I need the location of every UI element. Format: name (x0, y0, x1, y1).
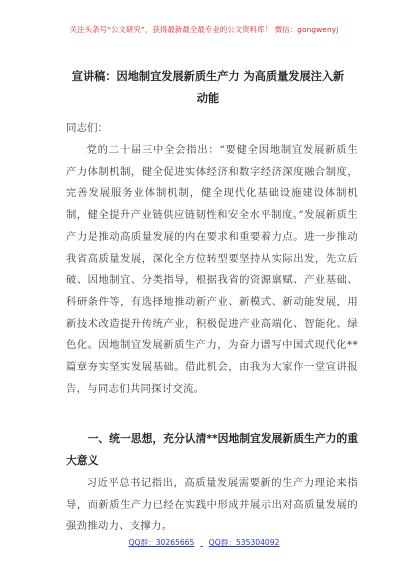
body-paragraph: 党的二十届三中全会指出：“要健全因地制宜发展新质生产力体制机制，健全促进实体经济和数字经济深度融合制度，完善发展服务业体制机制，健全现代化基础设施建设体制机制，健全提升产业链供应链韧性和安全水平制度。”发展新质生产力是推动高质量发展的内在要求和重要着力点。进一步推动我省高质量发展，深化全方位转型要坚持从实际出发，先立后破、因地制宜、分类指导，根据我省的资源禀赋、产业基础、科研条件等，有选择地推动新产业、新模式、新动能发展，用新技术改造提升传统产业，积极促进产业高端化、智能化、绿色化。因地制宜发展新质生产力，为奋力谱写中国式现代化**篇章夯实坚实发展基础。借此机会，由我为大家作一堂宣讲报告，与同志们共同探讨交流。 (66, 144, 358, 395)
qq-group-1: QQ群：30265665 (128, 538, 195, 547)
top-banner: 关注头条号“公文研究”，获得最新最全最专业的公文资料库！ 微信：gongwenyj (69, 25, 339, 34)
salutation: 同志们： (66, 122, 108, 134)
qq-group-2: QQ群：535304092 (208, 538, 280, 547)
bottom-banner (0, 537, 408, 548)
section-heading: 一、统一思想，充分认清**因地制宜发展新质生产力的重大意义 (66, 432, 359, 467)
body-paragraph: 习近平总书记指出，高质量发展需要新的生产力理论来指导，而新质生产力已经在实践中形成并展示出对高质量发展的强劲推动力、支撑力。 (66, 477, 358, 533)
document-title: 宣讲稿：因地制宜发展新质生产力 为高质量发展注入新动能 (71, 70, 345, 105)
